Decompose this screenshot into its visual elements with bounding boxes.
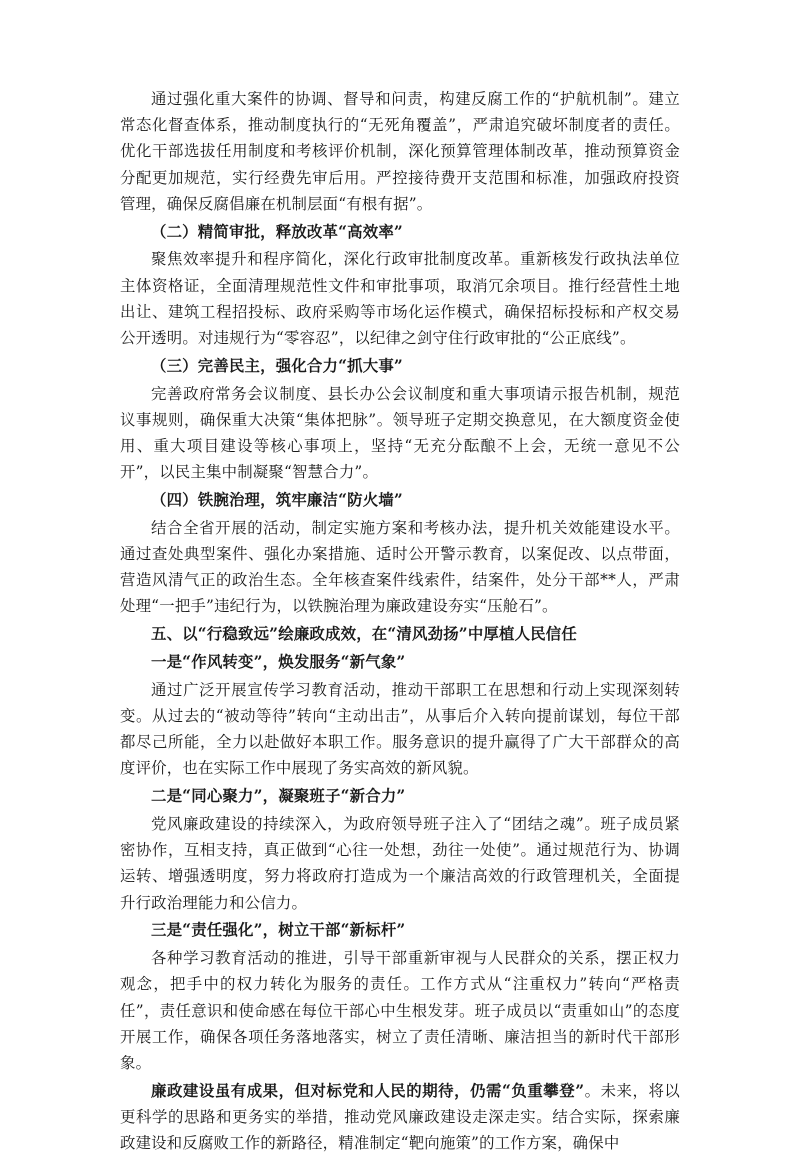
conclusion-bold-lead: 廉政建设虽有成果，但对标党和人民的期待，仍需“负重攀登”	[151, 1081, 585, 1100]
heading-streamline-approval: （二）精简审批，释放改革“高效率”	[151, 222, 403, 241]
paragraph-democratic-decision: 完善政府常务会议制度、县长办公会议制度和重大事项请示报告机制，规范议事规则，确保重大决策“集体把脉”。领导班子定期交换意见，在大额度资金使用、重大项目建设等核心事项上，坚持“无充分酝酿不上会，无统一意见不公开”，以民主集中制凝聚“智慧合力”。	[120, 384, 680, 482]
paragraph-approval-reform: 聚焦效率提升和程序简化，深化行政审批制度改革。重新核发行政执法单位主体资格证，全面清理规范性文件和审批事项，取消冗余项目。推行经营性土地出让、建筑工程招投标、政府采购等市场化运作模式，确保招标投标和产权交易公开透明。对违规行为“零容忍”，以纪律之剑守住行政审批的“公正底线”。	[120, 250, 680, 348]
heading-style-change: 一是“作风转变”，焕发服务“新气象”	[151, 653, 406, 672]
document-page	[120, 86, 680, 1158]
paragraph-accountability: 通过强化重大案件的协调、督导和问责，构建反腐工作的“护航机制”。建立常态化督查体系，推动制度执行的“无死角覆盖”，严肃追究破坏制度者的责任。优化干部选拔任用制度和考核评价机制，深化预算管理体制改革，推动预算资金分配更加规范，实行经费先审后用。严控接待费开支范围和标准，加强政府投资管理，确保反腐倡廉在机制层面“有根有据”。	[120, 90, 680, 213]
heading-iron-governance: （四）铁腕治理，筑牢廉洁“防火墙”	[151, 491, 403, 510]
conclusion-rest: 。未来，将以更科学的思路和更务实的举措，推动党风廉政建设走深走实。结合实际，探索廉政建设和反腐败工作的新路径，精准制定“靶向施策”的工作方案，确保中	[120, 1081, 681, 1153]
section-heading-five: 五、以“行稳致远”绘廉政成效，在“清风劲扬”中厚植人民信任	[151, 625, 577, 644]
paragraph-style-change: 通过广泛开展宣传学习教育活动，推动干部职工在思想和行动上实现深刻转变。从过去的“被动等待”转向“主动出击”，从事后介入转向提前谋划，每位干部都尽己所能，全力以赴做好本职工作。服务意识的提升赢得了广大干部群众的高度评价，也在实际工作中展现了务实高效的新风貌。	[120, 680, 680, 778]
paragraph-conclusion	[120, 1078, 680, 1157]
heading-unity: 二是“同心聚力”，凝聚班子“新合力”	[151, 787, 406, 806]
paragraph-responsibility: 各种学习教育活动的推进，引导干部重新审视与人民群众的关系，摆正权力观念，把手中的权力转化为服务的责任。工作方式从“注重权力”转向“严格责任”，责任意识和使命感在每位干部心中生根发芽。班子成员以“责重如山”的态度开展工作，确保各项任务落地落实，树立了责任清晰、廉洁担当的新时代干部形象。	[120, 949, 680, 1073]
paragraph-case-handling: 结合全省开展的活动，制定实施方案和考核办法，提升机关效能建设水平。通过查处典型案件、强化办案措施、适时公开警示教育，以案促改、以点带面，营造风清气正的政治生态。全年核查案件线索件，结案件，处分干部**人，严肃处理“一把手”违纪行为，以铁腕治理为廉政建设夯实“压舱石”。	[120, 518, 680, 616]
paragraph-unity: 党风廉政建设的持续深入，为政府领导班子注入了“团结之魂”。班子成员紧密协作，互相支持，真正做到“心往一处想，劲往一处使”。通过规范行为、协调运转、增强透明度，努力将政府打造成为一个廉洁高效的行政管理机关，全面提升行政治理能力和公信力。	[120, 815, 680, 912]
heading-responsibility: 三是“责任强化”，树立干部“新标杆”	[151, 921, 406, 940]
heading-improve-democracy: （三）完善民主，强化合力“抓大事”	[151, 356, 403, 375]
